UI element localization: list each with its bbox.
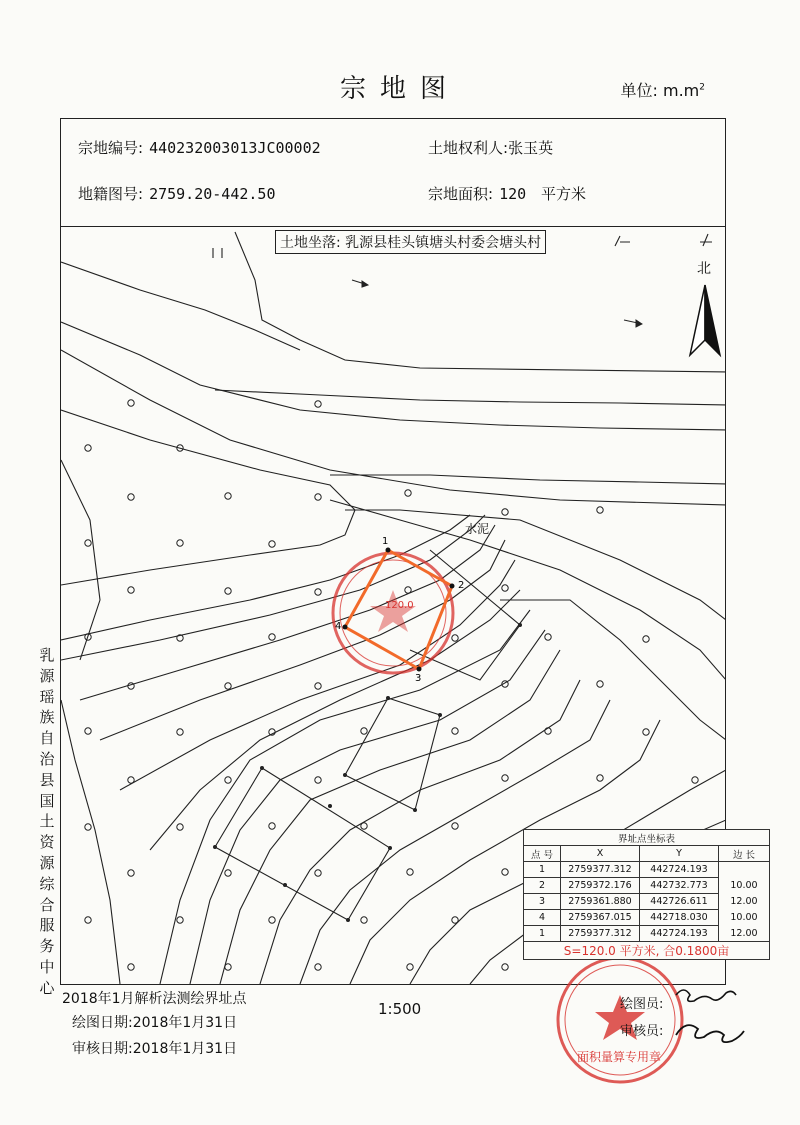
contour	[220, 650, 560, 984]
agency-vertical-label: 乳源瑶族自治县国土资源综合服务中心	[39, 646, 55, 997]
parcel-area-label: 120.0	[385, 600, 414, 611]
survey-point	[269, 823, 275, 829]
survey-point	[128, 400, 134, 406]
sheet-no-field: 地籍图号: 2759.20-442.50	[78, 185, 276, 203]
point-id: 1	[524, 926, 561, 942]
survey-point	[269, 634, 275, 640]
terrain-line	[500, 600, 726, 740]
terrain-line	[61, 460, 100, 660]
boundary-point	[386, 548, 391, 553]
coord-table-title: 界址点坐标表	[524, 830, 770, 846]
survey-point	[502, 775, 508, 781]
survey-point	[502, 869, 508, 875]
table-row	[524, 926, 770, 942]
coord-x: 2759367.015	[561, 910, 640, 926]
page-title: 宗地图	[339, 74, 460, 104]
survey-method: 2018年1月解析法测绘界址点	[62, 991, 247, 1007]
coord-y: 442724.193	[640, 926, 719, 942]
drawer-label: 绘图员:	[620, 997, 664, 1012]
survey-point	[85, 445, 91, 451]
survey-point	[269, 917, 275, 923]
survey-point	[361, 728, 367, 734]
boundary-point	[417, 667, 422, 672]
point-id: 4	[524, 910, 561, 926]
survey-point	[225, 683, 231, 689]
vertex-dot	[386, 696, 390, 700]
edge-length: 10.00	[719, 910, 770, 926]
survey-point	[315, 401, 321, 407]
survey-point	[225, 870, 231, 876]
building-outline	[345, 698, 440, 810]
contour	[80, 525, 495, 700]
survey-point	[225, 777, 231, 783]
survey-point	[177, 540, 183, 546]
road-edge	[215, 390, 726, 405]
boundary-point	[343, 625, 348, 630]
survey-point	[502, 585, 508, 591]
survey-point	[407, 964, 413, 970]
point-id: 2	[524, 878, 561, 894]
coord-x: 2759377.312	[561, 862, 640, 878]
survey-point	[315, 964, 321, 970]
survey-point	[315, 683, 321, 689]
coord-header: 点 号	[524, 846, 561, 862]
survey-point	[692, 777, 698, 783]
flow-arrow-head	[362, 281, 368, 287]
reviewer-signature	[676, 1025, 744, 1042]
survey-point	[177, 824, 183, 830]
survey-point	[597, 507, 603, 513]
survey-point	[643, 729, 649, 735]
owner-field: 土地权利人:张玉英	[428, 139, 554, 157]
table-row	[524, 862, 770, 878]
coord-x: 2759361.880	[561, 894, 640, 910]
map-tick	[615, 234, 712, 246]
vertex-dot	[328, 804, 332, 808]
review-date-field: 审核日期:2018年1月31日	[72, 1041, 238, 1057]
area-summary: S=120.0 平方米, 合0.1800亩	[524, 942, 770, 960]
flow-arrow-head	[636, 320, 642, 327]
survey-point	[269, 541, 275, 547]
building-outline	[215, 768, 390, 920]
stamp-caption: 面积量算专用章	[577, 1050, 662, 1064]
contour	[190, 630, 545, 984]
survey-point	[643, 636, 649, 642]
survey-point	[405, 587, 411, 593]
drawer-signature	[676, 990, 736, 1001]
survey-point	[128, 587, 134, 593]
point-id: 3	[524, 894, 561, 910]
road-edge	[61, 322, 726, 430]
coord-header: 边 长	[719, 846, 770, 862]
survey-point	[315, 777, 321, 783]
building-outline	[410, 550, 520, 680]
survey-point	[452, 823, 458, 829]
north-arrow	[690, 285, 720, 355]
survey-point	[225, 964, 231, 970]
survey-point	[128, 870, 134, 876]
map-tick	[213, 248, 222, 258]
coord-y: 442724.193	[640, 862, 719, 878]
survey-point	[502, 509, 508, 515]
reviewer-label: 审核员:	[620, 1024, 664, 1039]
survey-point	[315, 589, 321, 595]
vertex-dot	[343, 773, 347, 777]
survey-point	[361, 917, 367, 923]
vertex-dot	[346, 918, 350, 922]
terrain-line	[61, 410, 355, 585]
vertex-dot	[438, 713, 442, 717]
boundary-point	[450, 584, 455, 589]
contour	[120, 560, 515, 790]
vertex-dot	[388, 846, 392, 850]
survey-point	[452, 635, 458, 641]
parcel-no-field: 宗地编号: 440232003013JC00002	[78, 139, 321, 157]
survey-point	[315, 494, 321, 500]
area-field: 宗地面积: 120 平方米	[428, 185, 586, 203]
coord-y: 442726.611	[640, 894, 719, 910]
survey-point	[597, 775, 603, 781]
vertex-dot	[260, 766, 264, 770]
survey-point	[85, 824, 91, 830]
edge-length: 10.00	[719, 878, 770, 894]
contour	[160, 610, 530, 984]
boundary-point-label: 4	[335, 621, 342, 632]
edge-length: 12.00	[719, 894, 770, 910]
coord-x: 2759372.176	[561, 878, 640, 894]
vertex-dot	[413, 808, 417, 812]
survey-point	[128, 494, 134, 500]
survey-point	[545, 634, 551, 640]
survey-point	[85, 917, 91, 923]
survey-point	[452, 917, 458, 923]
vertex-dot	[518, 623, 522, 627]
boundary-point-label: 2	[458, 580, 465, 591]
road-label: 水泥	[465, 522, 490, 536]
survey-point	[177, 729, 183, 735]
survey-point	[225, 493, 231, 499]
vertex-dot	[283, 883, 287, 887]
survey-point	[85, 728, 91, 734]
survey-point	[128, 777, 134, 783]
survey-point	[405, 490, 411, 496]
unit-label: 单位: $m.m^2$	[620, 81, 705, 100]
survey-point	[315, 870, 321, 876]
survey-point	[597, 681, 603, 687]
table-row	[524, 878, 770, 894]
draw-date-field: 绘图日期:2018年1月31日	[72, 1015, 238, 1031]
vertex-dot	[213, 845, 217, 849]
survey-point	[225, 588, 231, 594]
survey-point	[407, 869, 413, 875]
coord-y: 442732.773	[640, 878, 719, 894]
boundary-point-label: 1	[382, 536, 389, 547]
survey-point	[128, 964, 134, 970]
survey-point	[361, 823, 367, 829]
table-row	[524, 910, 770, 926]
survey-point	[502, 964, 508, 970]
survey-point	[85, 540, 91, 546]
edge-length: 12.00	[719, 926, 770, 942]
coord-header: Y	[640, 846, 719, 862]
survey-point	[177, 917, 183, 923]
coord-header: X	[561, 846, 640, 862]
table-row	[524, 894, 770, 910]
coord-x: 2759377.312	[561, 926, 640, 942]
coordinate-table	[523, 829, 770, 960]
north-label: 北	[697, 261, 711, 277]
point-id: 1	[524, 862, 561, 878]
map-scale: 1:500	[378, 1000, 422, 1018]
survey-point	[545, 728, 551, 734]
location-label: 土地坐落: 乳源县桂头镇塘头村委会塘头村	[275, 230, 546, 254]
terrain-line	[61, 700, 120, 984]
survey-point	[452, 728, 458, 734]
boundary-point-label: 3	[415, 673, 422, 684]
coord-y: 442718.030	[640, 910, 719, 926]
survey-point	[128, 683, 134, 689]
